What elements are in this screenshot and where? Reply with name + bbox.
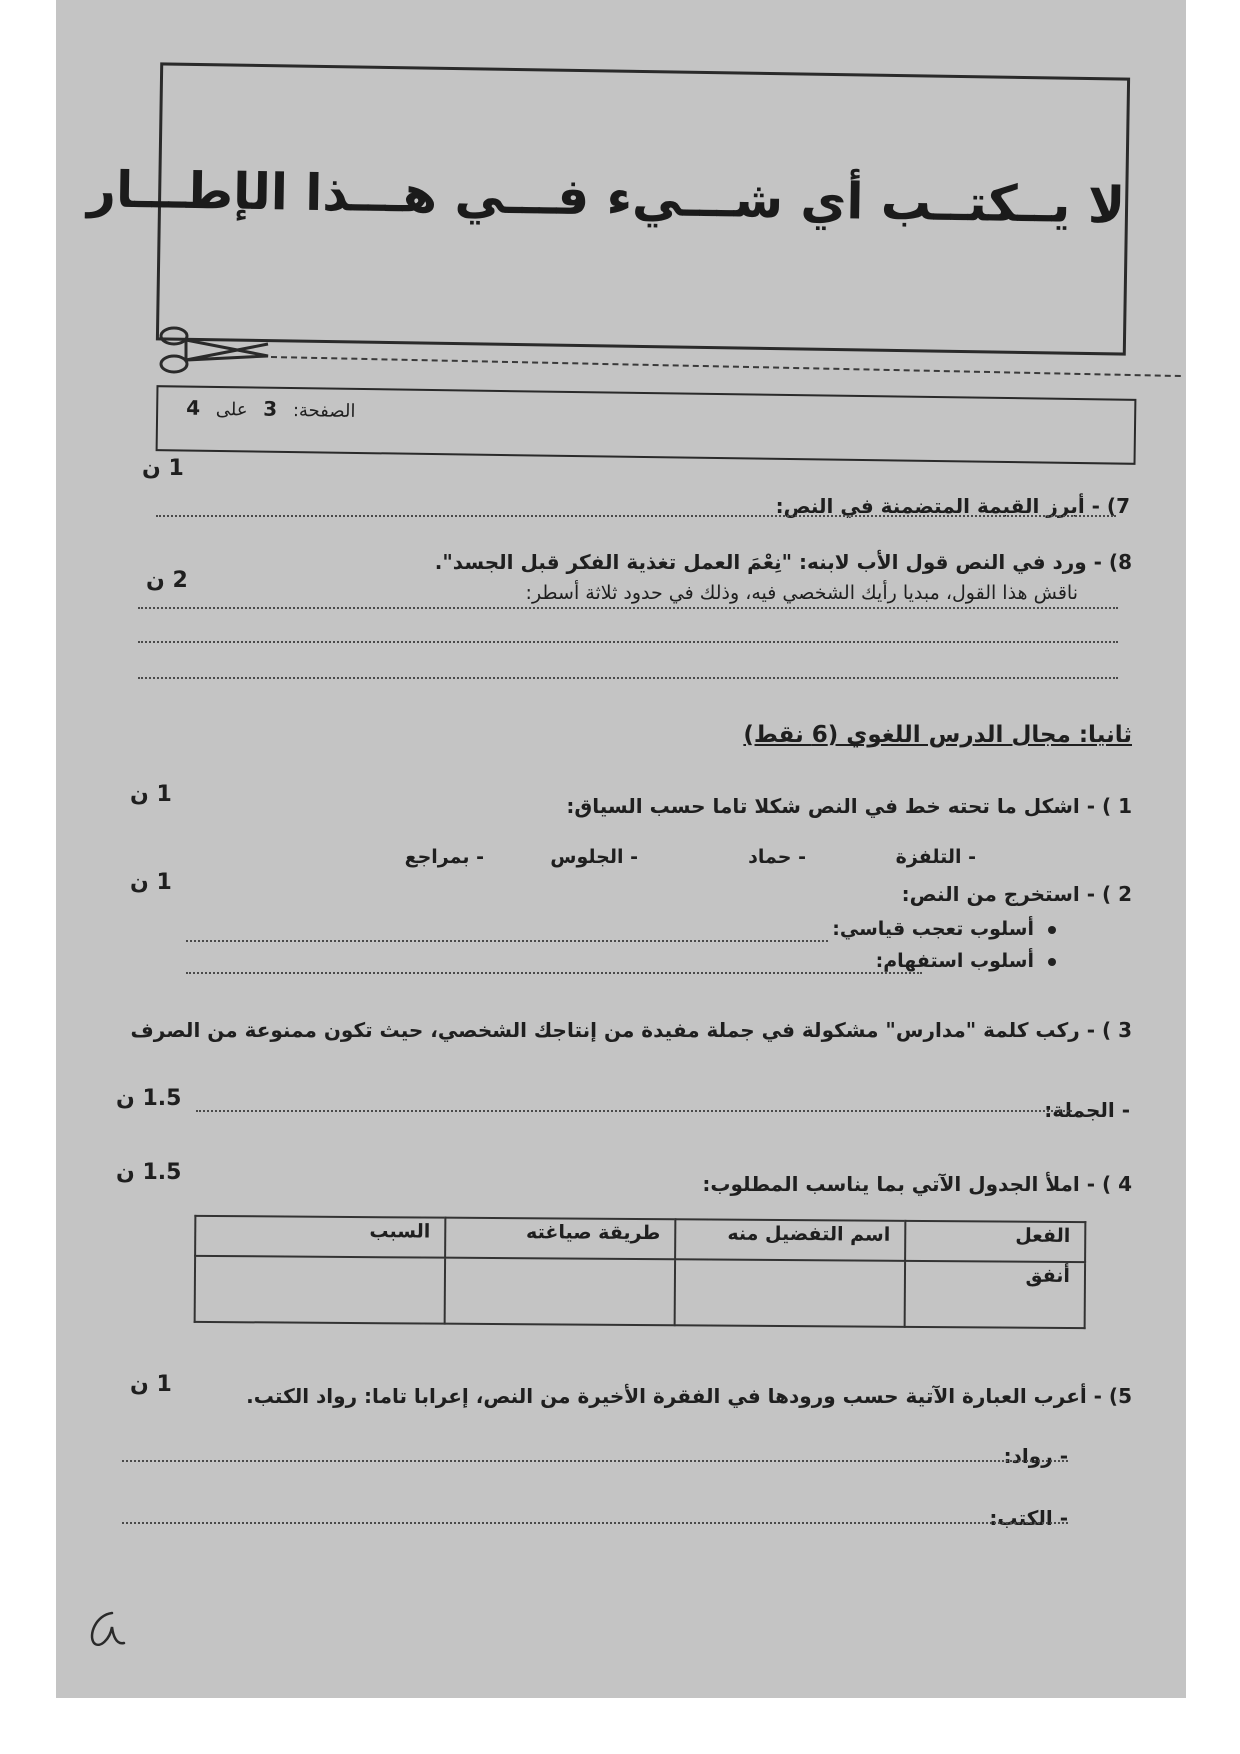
l3-text: 3 ) - ركب كلمة "مدارس" مشكولة في جملة مفيدة من إنتاجك الشخصي، حيث تكون ممنوعة من الصرف — [130, 1018, 1132, 1042]
q8-points: 2 ن — [146, 568, 188, 593]
table-cell: أنفق — [905, 1261, 1085, 1328]
page-number-box — [156, 385, 1137, 465]
l5-points: 1 ن — [130, 1372, 172, 1397]
comparison-table — [194, 1215, 1087, 1329]
l1-word-3: - الجلوس — [550, 846, 638, 868]
l4-text: 4 ) - املأ الجدول الآتي بما يناسب المطلوب: — [702, 1172, 1132, 1196]
l2-points: 1 ن — [130, 870, 172, 895]
l1-word-2: - حماد — [748, 846, 806, 868]
table-header: الفعل — [905, 1221, 1085, 1262]
q7-points: 1 ن — [142, 456, 184, 481]
table-cell[interactable] — [445, 1258, 675, 1326]
frame-text: لا يــكتــب أي شـــيء فـــي هـــذا الإطـــار — [86, 160, 1126, 235]
page-total: 4 — [186, 395, 201, 420]
l1-word-1: - التلفزة — [895, 846, 976, 868]
handwritten-initial-icon — [82, 1605, 132, 1651]
l3-answer-label: - الجملة: — [1044, 1098, 1130, 1122]
l2-answer-line-2[interactable] — [186, 972, 922, 974]
bullet-icon — [1048, 958, 1056, 966]
l5-answer-line-2[interactable] — [122, 1522, 1068, 1524]
cut-line — [271, 356, 1181, 377]
page-label: الصفحة: — [292, 400, 356, 422]
q8-line2: ناقش هذا القول، مبديا رأيك الشخصي فيه، وذلك في حدود ثلاثة أسطر: — [525, 582, 1078, 604]
table-header: طريقة صياغته — [445, 1218, 675, 1260]
table-header: اسم التفضيل منه — [675, 1219, 905, 1261]
l3-answer-line[interactable] — [196, 1110, 1072, 1112]
l4-points: 1.5 ن — [116, 1160, 182, 1185]
l5-item-1: - رواد: — [1003, 1444, 1068, 1468]
l2-item-1: أسلوب تعجب قياسي: — [832, 918, 1056, 940]
l5-answer-line-1[interactable] — [122, 1460, 1068, 1462]
l2-item-2: أسلوب استفهام: — [876, 950, 1056, 972]
l5-text: 5) - أعرب العبارة الآتية حسب ورودها في الفقرة الأخيرة من النص، إعرابا تاما: رواد الكتب. — [246, 1384, 1132, 1408]
table-cell[interactable] — [195, 1256, 445, 1324]
l1-text: 1 ) - اشكل ما تحته خط في النص شكلا تاما حسب السياق: — [566, 794, 1132, 818]
q8-answer-line-1[interactable] — [138, 607, 1118, 609]
table-cell[interactable] — [675, 1259, 905, 1327]
q8-answer-line-3[interactable] — [138, 677, 1118, 679]
exam-page — [56, 0, 1186, 1698]
l2-answer-line-1[interactable] — [186, 940, 828, 942]
l5-item-2: - الكتب: — [989, 1506, 1068, 1530]
bullet-icon — [1048, 926, 1056, 934]
page-number — [176, 395, 356, 422]
table-header-row — [195, 1216, 1085, 1262]
q7-answer-line[interactable] — [156, 515, 1116, 517]
table-header: السبب — [195, 1216, 445, 1258]
scissors-icon — [156, 322, 276, 378]
do-not-write-frame — [86, 62, 1130, 355]
q7-text: 7) - أبرز القيمة المتضمنة في النص: — [775, 494, 1130, 518]
q8-answer-line-2[interactable] — [138, 641, 1118, 643]
section-2-title: ثانيا: مجال الدرس اللغوي (6 نقط) — [743, 722, 1132, 748]
l1-points: 1 ن — [130, 782, 172, 807]
l3-points: 1.5 ن — [116, 1086, 182, 1111]
l1-word-4: - بمراجع — [404, 846, 484, 868]
q8-line1: 8) - ورد في النص قول الأب لابنه: "نِعْمَ العمل تغذية الفكر قبل الجسد". — [434, 550, 1132, 574]
l2-text: 2 ) - استخرج من النص: — [901, 882, 1132, 906]
page-of: على — [215, 398, 248, 421]
table-row — [195, 1256, 1085, 1328]
page-current: 3 — [263, 396, 278, 421]
